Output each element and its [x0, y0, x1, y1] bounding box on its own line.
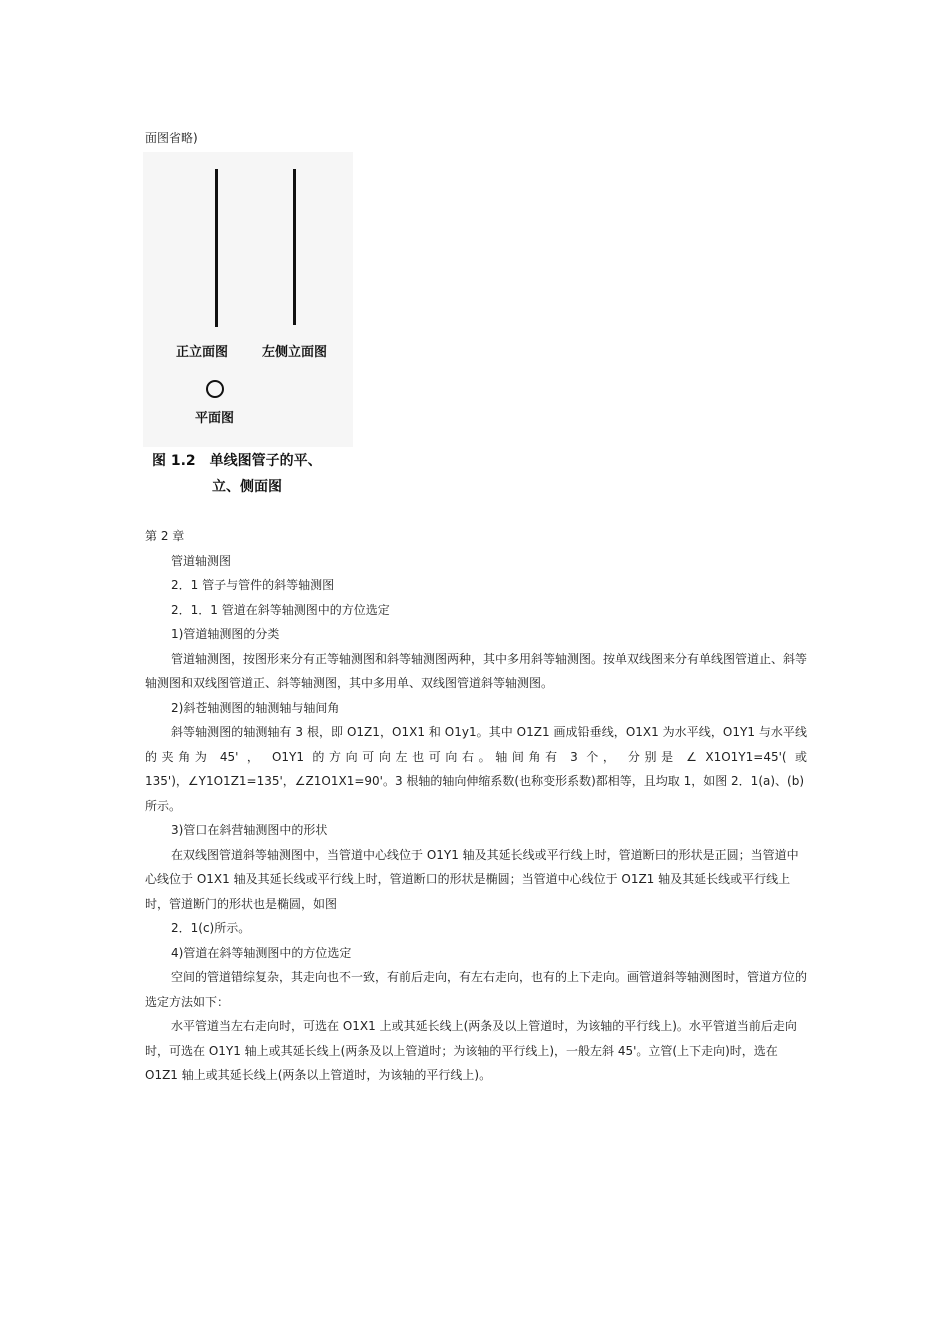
chapter-title: 管道轴测图 [171, 553, 232, 568]
paragraph-2-continued: 135')，∠Y1O1Z1=135'，∠Z1O1X1=90'。3 根轴的轴向伸缩系数(也称变形系数)都相等，且均取 1，如图 2．1(a)、(b)所示。 [145, 774, 805, 813]
paragraph-1: 管道轴测图，按图形来分有正等轴测图和斜等轴测图两种，其中多用斜等轴测图。按单双线图来分有单线图管道止、斜等轴测图和双线图管道正、斜等轴测图，其中多用单、双线图管道斜等轴测图。 [145, 651, 808, 690]
side-elevation-pipe-line [293, 169, 296, 325]
paragraph-2: 斜等轴测图的轴测轴有 3 根，即 O1Z1，O1X1 和 O1y1。其中 O1Z1 画成铅垂线，O1X1 为水平线，O1Y1 与水平线的夹角为 45' ， O1Y1 的方向可向左也可向右。轴间角有 3 个， 分别是 ∠ X1O1Y1=45'( 或 [145, 725, 807, 764]
figure-scan-background [143, 152, 353, 447]
item-heading-2: 2)斜苍轴测图的轴测轴与轴间角 [171, 700, 340, 715]
paragraph-3-continued: 2．1(c)所示。 [171, 921, 251, 935]
item-heading-4: 4)管道在斜等轴测图中的方位选定 [171, 945, 352, 960]
paragraph-4: 空间的管道错综复杂，其走向也不一致，有前后走向，有左右走向，也有的上下走向。画管道斜等轴测图时，管道方位的选定方法如下： [145, 970, 808, 1009]
subsection-heading: 2．1．1 管道在斜等轴测图中的方位选定 [171, 602, 390, 617]
item-heading-1: 1)管道轴测图的分类 [171, 627, 280, 641]
figure-caption-line-2: 立、侧面图 [212, 479, 282, 495]
label-front-elevation: 正立面图 [176, 345, 229, 360]
plan-view-pipe-circle [206, 380, 224, 398]
paragraph-5: 水平管道当左右走向时，可选在 O1X1 上或其延长线上(两条及以上管道时，为该轴的平行线上)。水平管道当前后走向时，可选在 O1Y1 轴上或其延长线上(两条及以上管道时；为该轴的平行线上)，一般左斜 45'。立管(上下走向)时，选在 O1Z1 轴上或其延长线上(两条以上管道时，为该轴的平行线上)。 [145, 1019, 797, 1082]
item-heading-3: 3)管口在斜营轴测图中的形状 [171, 823, 328, 837]
chapter-heading: 第 2 章 [145, 529, 185, 543]
label-left-side-elevation: 左侧立面图 [262, 345, 328, 360]
front-elevation-pipe-line [215, 169, 218, 327]
section-heading: 2．1 管子与管件的斜等轴测图 [171, 578, 335, 592]
paragraph-3: 在双线图管道斜等轴测图中，当管道中心线位于 O1Y1 轴及其延长线或平行线上时，管道断曰的形状是正圆；当管道中心线位于 O1X1 轴及其延长线或平行线上时，管道断口的形状是椭圆；当管道中心线位于 O1Z1 轴及其延长线或平行线上时，管道断门的形状也是椭圆，如图 [145, 847, 799, 911]
figure-1-2 [143, 152, 353, 502]
figure-caption-line-1: 图 1.2 单线图管子的平、 [152, 453, 322, 469]
page-fragment-text: 面图省略) [145, 131, 198, 145]
document-body [145, 524, 807, 1088]
label-plan-view: 平面图 [195, 411, 235, 426]
